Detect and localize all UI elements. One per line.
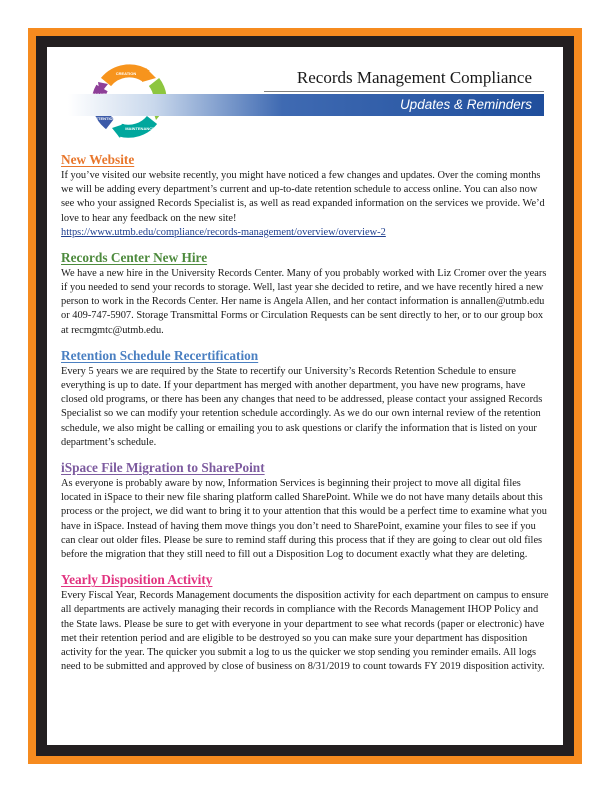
section-title: Records Center New Hire xyxy=(61,249,208,265)
section-title: iSpace File Migration to SharePoint xyxy=(61,460,265,476)
section-body: Every 5 years we are required by the State to recertify our University’s Records Retention Schedule to ensure everything is up to date. If your department has merged with another department, you have new programs, have closed old programs, or there has been any changes that need to be addressed, please contact your assigned Records Specialist so we can modify your retention schedule accordingly. As we do our own internal review of the retention schedule, we also might be calling or emailing you to ask questions or clarify the information that is listed on your department’s schedule. xyxy=(61,365,543,448)
logo-stage-retention: RETENTION xyxy=(92,116,116,121)
section-title: New Website xyxy=(61,152,135,167)
logo-stage-creation: CREATION xyxy=(115,71,137,76)
section-yearly-disposition xyxy=(61,572,551,674)
page-title: Records Management Compliance xyxy=(296,68,532,87)
title-divider xyxy=(264,91,544,92)
section-retention-schedule xyxy=(61,348,551,450)
section-body: We have a new hire in the University Records Center. Many of you probably worked with Liz Cromer over the years if you needed to send your records to storage. Well, last year she decided to retire, and we have recently hired a new person to work in the Records Center. Her name is Angela Allen, and her contact information is annallen@utmb.edu or 409-747-5907. Storage Transmittal Forms or Circulation Requests can be sent directly to her, or to our group box at recmgmtc@utmb.edu. xyxy=(61,267,547,336)
logo-stage-maintenance: MAINTENANCE xyxy=(125,126,155,131)
section-body: Every Fiscal Year, Records Management documents the disposition activity for each department on campus to ensure all departments are actively managing their records in compliance with the Records Management IHOP Policy and the State laws. Please be sure to get with everyone in your department to see what records (paper or electronic) have met their retention period and are eligible to be destroyed so you can make sure your department has disposition activity for the year. The quicker you submit a log to us the quicker we stop sending you reminder emails. All logs need to be submitted and approved by close of business on 8/31/2019 to count towards FY 2019 disposition activity. xyxy=(61,590,549,673)
section-title: Yearly Disposition Activity xyxy=(61,572,213,588)
section-ispace-migration xyxy=(61,460,551,562)
website-link[interactable]: https://www.utmb.edu/compliance/records-management/overview/overview-2 xyxy=(61,226,386,238)
banner xyxy=(68,94,544,116)
section-body: If you’ve visited our website recently, you might have noticed a few changes and updates. Over the coming months we will be adding every department’s current and up-to-date retention schedule to access online. You can also now see who your assigned Records Specialist is, as well as read expanded information on the services we provide. We’d love to hear any feedback on the new site! xyxy=(61,170,545,224)
section-body: As everyone is probably aware by now, Information Services is beginning their project to move all digital files located in iSpace to their new file sharing platform called SharePoint. While we do not have many details about this process or the project, we did want to bring it to your attention that this would be a perfect time to examine what you have in iSpace. Instead of having them move things you don’t need to SharePoint, examine your files to see if you can clear out older files. Please be sure to remind staff during this process that if they are going to clear out old files before the migration that they still need to fill out a Disposition Log to document exactly what they are deleting. xyxy=(61,478,547,561)
section-new-website xyxy=(61,152,551,240)
section-records-center-new-hire xyxy=(61,250,551,338)
banner-text: Updates & Reminders xyxy=(399,97,532,112)
section-title: Retention Schedule Recertification xyxy=(61,347,259,363)
newsletter-content xyxy=(61,152,551,684)
